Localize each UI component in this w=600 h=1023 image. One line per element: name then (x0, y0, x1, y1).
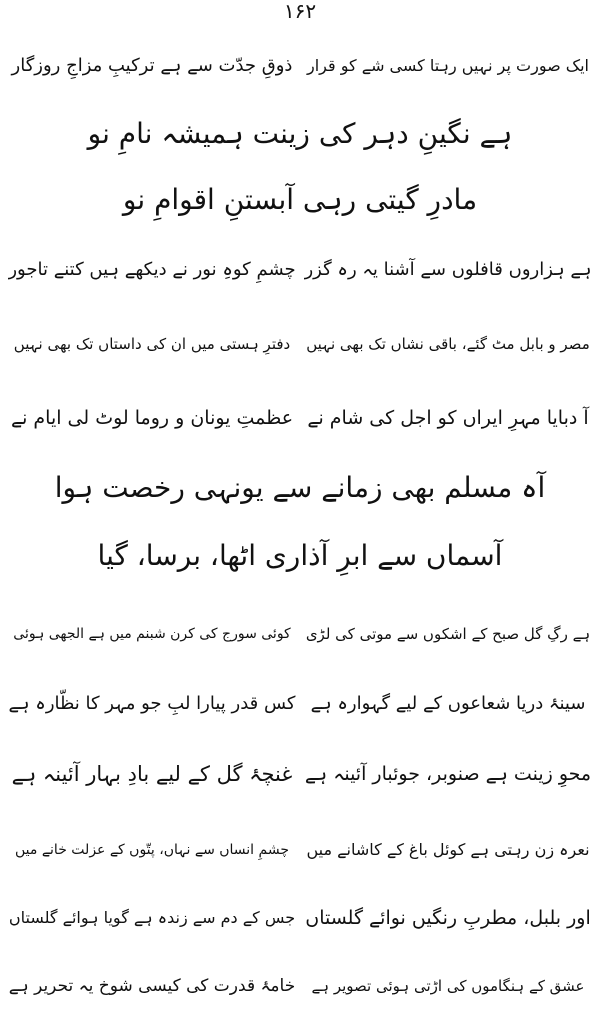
couplet-left-hemistich: دفترِ ہستی میں ان کی داستاں تک بھی نہیں (13, 335, 291, 353)
couplet-right-hemistich: ایک صورت پر نہیں رہتا کسی شے کو قرار (306, 56, 589, 75)
couplet-left-hemistich: غنچۂ گل کے لیے بادِ بہار آئینہ ہے (11, 762, 293, 786)
couplet-right-hemistich: مصر و بابل مٹ گئے، باقی نشاں تک بھی نہیں (306, 335, 590, 353)
couplet-left-hemistich: خامۂ قدرت کی کیسی شوخ یہ تحریر ہے (8, 976, 296, 996)
couplet-row (8, 828, 592, 872)
couplet-row (8, 896, 592, 940)
couplet-row (8, 322, 592, 366)
couplet-right-hemistich: ہے رگِ گل صبح کے اشکوں سے موتی کی لڑی (305, 625, 591, 643)
couplet-row (8, 964, 592, 1008)
couplet-row (8, 612, 592, 656)
centered-line: آسماں سے ابرِ آذاری اٹھا، برسا، گیا (97, 539, 503, 572)
couplet-right-hemistich: آ دبایا مہرِ ایراں کو اجل کی شام نے (307, 407, 589, 429)
couplet-row (8, 248, 592, 292)
couplet-row (8, 752, 592, 796)
couplet-right-hemistich: اور بلبل، مطربِ رنگیں نوائے گلستاں (305, 907, 591, 929)
couplet-right-hemistich: سینۂ دریا شعاعوں کے لیے گہوارہ ہے (310, 693, 586, 714)
couplet-right-hemistich: ہے ہزاروں قافلوں سے آشنا یہ رہ گزر (304, 259, 592, 280)
couplet-left-hemistich: کس قدر پیارا لبِ جو مہر کا نظّارہ ہے (8, 693, 296, 714)
centered-line: ہے نگینِ دہر کی زینت ہمیشہ نامِ نو (87, 117, 513, 150)
couplet-right-hemistich: عشق کے ہنگاموں کی اڑتی ہوئی تصویر ہے (311, 977, 585, 995)
couplet-left-hemistich: جس کے دم سے زندہ ہے گویا ہوائے گلستاں (8, 908, 296, 927)
couplet-left-hemistich: چشمِ انساں سے نہاں، پتّوں کے عزلت خانے میں (15, 842, 289, 858)
couplet-right-hemistich: محوِ زینت ہے صنوبر، جوئبار آئینہ ہے (304, 763, 592, 785)
couplet-row (8, 396, 592, 440)
centered-line: آہ مسلم بھی زمانے سے یونہی رخصت ہوا (54, 471, 546, 504)
couplet-row (8, 682, 592, 726)
couplet-right-hemistich: نعرہ زن رہتی ہے کوئل باغ کے کاشانے میں (306, 840, 590, 859)
couplet-left-hemistich: کوئی سورج کی کرن شبنم میں ہے الجھی ہوئی (13, 626, 291, 642)
couplet-row (8, 44, 592, 88)
couplet-left-hemistich: چشمِ کوہِ نور نے دیکھے ہیں کتنے تاجور (8, 259, 296, 280)
page-number: ۱۶۲ (283, 0, 317, 23)
couplet-left-hemistich: ذوقِ جدّت سے ہے ترکیبِ مزاجِ روزگار (11, 55, 293, 76)
couplet-left-hemistich: عظمتِ یونان و روما لوٹ لی ایام نے (10, 407, 294, 429)
centered-line: مادرِ گیتی رہی آبستنِ اقوامِ نو (122, 183, 478, 216)
